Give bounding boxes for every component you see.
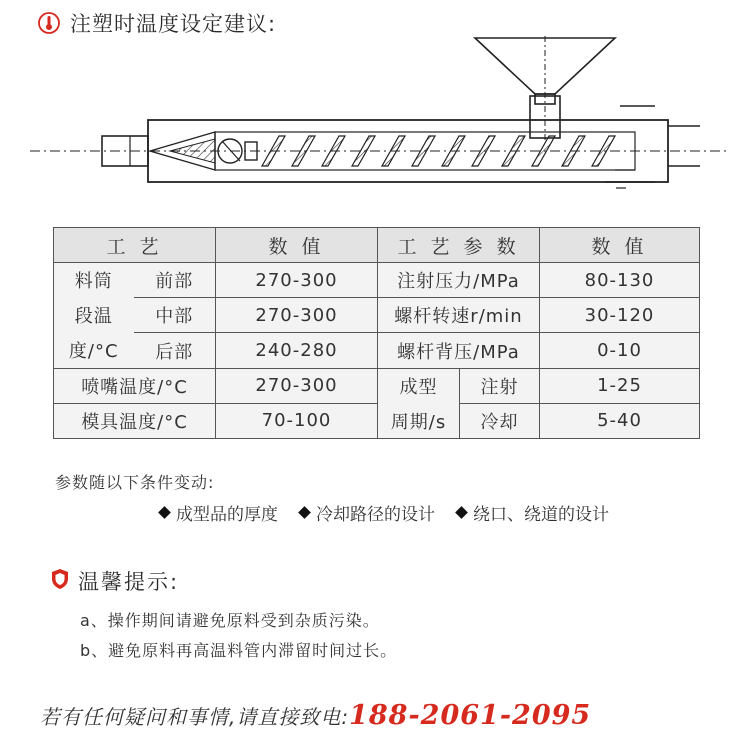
cell: 270-300 (216, 263, 378, 298)
conditions-list (160, 500, 609, 525)
list-item: b、避免原料再高温料管内滞留时间过长。 (80, 641, 398, 660)
table-row (54, 403, 700, 438)
tips-heading (50, 566, 179, 596)
cell: 0-10 (540, 333, 700, 368)
condition-text: 成型品的厚度 (176, 505, 278, 525)
list-item (457, 500, 609, 525)
cell: 80-130 (540, 263, 700, 298)
table-header-row (54, 228, 700, 263)
header-params: 工 艺 参 数 (378, 228, 540, 263)
header-process: 工 艺 (54, 228, 216, 263)
condition-text: 冷却路径的设计 (316, 505, 435, 525)
cell: 270-300 (216, 298, 378, 333)
cell: 冷却 (460, 403, 540, 438)
list-item (300, 500, 435, 525)
table-row (54, 368, 700, 403)
diamond-bullet-icon (455, 506, 468, 519)
tips-title: 温馨提示: (78, 570, 180, 594)
cell: 模具温度/°C (54, 403, 216, 438)
cell: 中部 (134, 298, 216, 333)
contact-label: 若有任何疑问和事情,请直接致电: (40, 705, 350, 729)
cell: 注射压力/MPa (378, 263, 540, 298)
cell: 料筒 (54, 263, 134, 298)
cell: 成型 (378, 368, 460, 403)
cell: 270-300 (216, 368, 378, 403)
list-item: a、操作期间请避免原料受到杂质污染。 (80, 611, 380, 630)
tips-list (80, 606, 397, 666)
hopper-icon (475, 36, 615, 141)
cell: 螺杆转速r/min (378, 298, 540, 333)
page-title (38, 8, 276, 38)
notes-title: 参数随以下条件变动: (55, 473, 215, 492)
phone-number[interactable]: 188-2061-2095 (349, 700, 592, 731)
cell: 周期/s (378, 403, 460, 438)
cell: 后部 (134, 333, 216, 368)
thermometer-icon (38, 12, 60, 34)
cell: 注射 (460, 368, 540, 403)
cell: 240-280 (216, 333, 378, 368)
cell: 5-40 (540, 403, 700, 438)
contact-line (40, 700, 591, 731)
cell: 1-25 (540, 368, 700, 403)
cell: 前部 (134, 263, 216, 298)
header-value2: 数 值 (540, 228, 700, 263)
table-row (54, 333, 700, 368)
cell: 螺杆背压/MPa (378, 333, 540, 368)
cell: 70-100 (216, 403, 378, 438)
cell: 度/°C (54, 333, 134, 368)
table-row (54, 298, 700, 333)
cell: 喷嘴温度/°C (54, 368, 216, 403)
header-value: 数 值 (216, 228, 378, 263)
condition-text: 绕口、绕道的设计 (473, 505, 609, 525)
parameter-table (53, 227, 700, 439)
diamond-bullet-icon (158, 506, 171, 519)
diamond-bullet-icon (298, 506, 311, 519)
list-item (160, 500, 278, 525)
cell: 30-120 (540, 298, 700, 333)
shield-icon (50, 568, 70, 594)
table-row (54, 263, 700, 298)
title-text: 注塑时温度设定建议: (70, 12, 277, 36)
cell: 段温 (54, 298, 134, 333)
injection-machine-diagram (30, 36, 730, 216)
